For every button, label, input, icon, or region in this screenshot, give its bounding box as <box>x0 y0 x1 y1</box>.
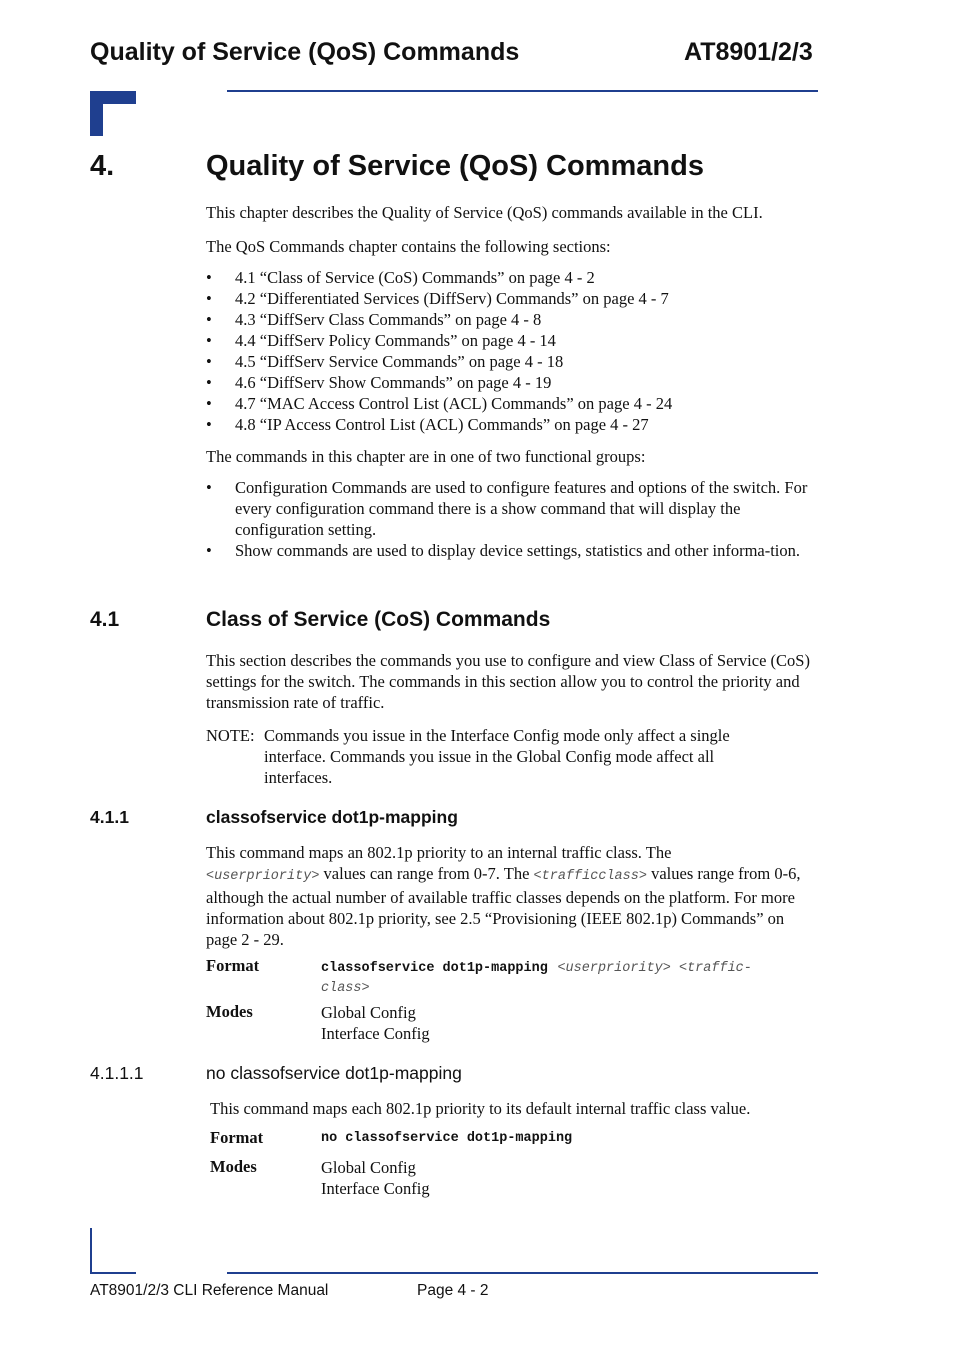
mode-item: Global Config <box>321 1158 416 1177</box>
header-title: Quality of Service (QoS) Commands <box>90 38 520 66</box>
footer-manual: AT8901/2/3 CLI Reference Manual <box>90 1282 329 1299</box>
paragraph-text-c: values range from <box>646 864 771 883</box>
footer-rule <box>227 1272 818 1274</box>
intro-paragraph-1: This chapter describes the Quality of Service (QoS) commands available in the CLI. <box>206 203 763 222</box>
subsubsection-title: no classofservice dot1p-mapping <box>206 1063 462 1083</box>
subsubsection-paragraph: This command maps each 802.1p priority to its default internal traffic class value. <box>210 1099 751 1118</box>
section-paragraph: This section describes the commands you use to configure and view Class of Service (CoS) settings for the switch. The commands in this section allow you to control the priority and transmission rate of traffic. <box>206 651 810 712</box>
modes-label: Modes <box>206 1002 253 1021</box>
section-link[interactable]: • 4.3 “DiffServ Class Commands” on page 4 - 8 <box>206 309 821 330</box>
footer-page: Page 4 - 2 <box>417 1282 489 1299</box>
section-link[interactable]: • 4.8 “IP Access Control List (ACL) Commands” on page 4 - 27 <box>206 414 821 435</box>
note-line-rest: interface. Commands you issue in the Global Config mode affect all interfaces. <box>264 747 715 787</box>
trafficclass-arg: <trafficclass> <box>533 869 647 884</box>
section-link[interactable]: • 4.2 “Differentiated Services (DiffServ) Commands” on page 4 - 7 <box>206 288 821 309</box>
format-args-2: class> <box>321 981 370 996</box>
note-label: NOTE: <box>206 726 255 745</box>
group-item: • Configuration Commands are used to configure features and options of the switch. For every configuration command there is a show command that will display the configuration setting. <box>206 477 818 540</box>
note-line-1: Commands you issue in the Interface Config mode only affect a single <box>264 726 730 745</box>
section-title: Class of Service (CoS) Commands <box>206 608 551 631</box>
section-list <box>206 267 821 435</box>
mode-item: Interface Config <box>321 1179 430 1198</box>
corner-mark-top <box>90 91 136 136</box>
group-list <box>206 477 818 561</box>
subsection-number: 4.1.1 <box>90 807 129 827</box>
modes-list <box>321 1157 430 1199</box>
format-args-1: <userpriority> <traffic- <box>557 961 752 976</box>
section-number: 4.1 <box>90 608 120 631</box>
section-link[interactable]: • 4.6 “DiffServ Show Commands” on page 4 - 19 <box>206 372 821 393</box>
group-item: • Show commands are used to display device settings, statistics and other informa-tion. <box>206 540 818 561</box>
header-rule <box>227 90 818 92</box>
section-link[interactable]: • 4.4 “DiffServ Policy Commands” on page 4 - 14 <box>206 330 821 351</box>
section-link[interactable]: • 4.5 “DiffServ Service Commands” on page 4 - 18 <box>206 351 821 372</box>
format-command: no classofservice dot1p-mapping <box>321 1131 573 1146</box>
corner-mark-bottom <box>90 1228 136 1274</box>
mode-item: Interface Config <box>321 1024 430 1043</box>
mode-item: Global Config <box>321 1003 416 1022</box>
subsection-paragraph <box>206 842 818 950</box>
header-product: AT8901/2/3 <box>684 38 813 66</box>
note-text <box>264 725 779 788</box>
format-label: Format <box>206 956 260 975</box>
intro-paragraph-2: The QoS Commands chapter contains the following sections: <box>206 237 611 256</box>
paragraph-text-b: values can range from 0-7. The <box>319 864 534 883</box>
userpriority-arg: <userpriority> <box>206 869 320 884</box>
format-syntax <box>321 958 752 998</box>
section-link[interactable]: • 4.7 “MAC Access Control List (ACL) Commands” on page 4 - 24 <box>206 393 821 414</box>
chapter-number: 4. <box>90 150 115 182</box>
section-link[interactable]: • 4.1 “Class of Service (CoS) Commands” on page 4 - 2 <box>206 267 821 288</box>
modes-list <box>321 1002 430 1044</box>
intro-paragraph-3: The commands in this chapter are in one of two functional groups: <box>206 447 646 466</box>
format-command: classofservice dot1p-mapping <box>321 961 548 976</box>
chapter-title: Quality of Service (QoS) Commands <box>206 150 704 182</box>
modes-label: Modes <box>210 1157 257 1176</box>
paragraph-text-d: 0-6, although the actual number of available traffic classes depends on the platform. For more information about 802.1p priority, see 2.5 “Provisioning (IEEE 802.1p) Commands” on page 2 - 29. <box>206 864 801 949</box>
subsubsection-number: 4.1.1.1 <box>90 1063 144 1083</box>
paragraph-text-a: This command maps an 802.1p priority to an internal traffic class. The <box>206 843 672 862</box>
format-label: Format <box>210 1128 264 1147</box>
subsection-title: classofservice dot1p-mapping <box>206 807 458 827</box>
